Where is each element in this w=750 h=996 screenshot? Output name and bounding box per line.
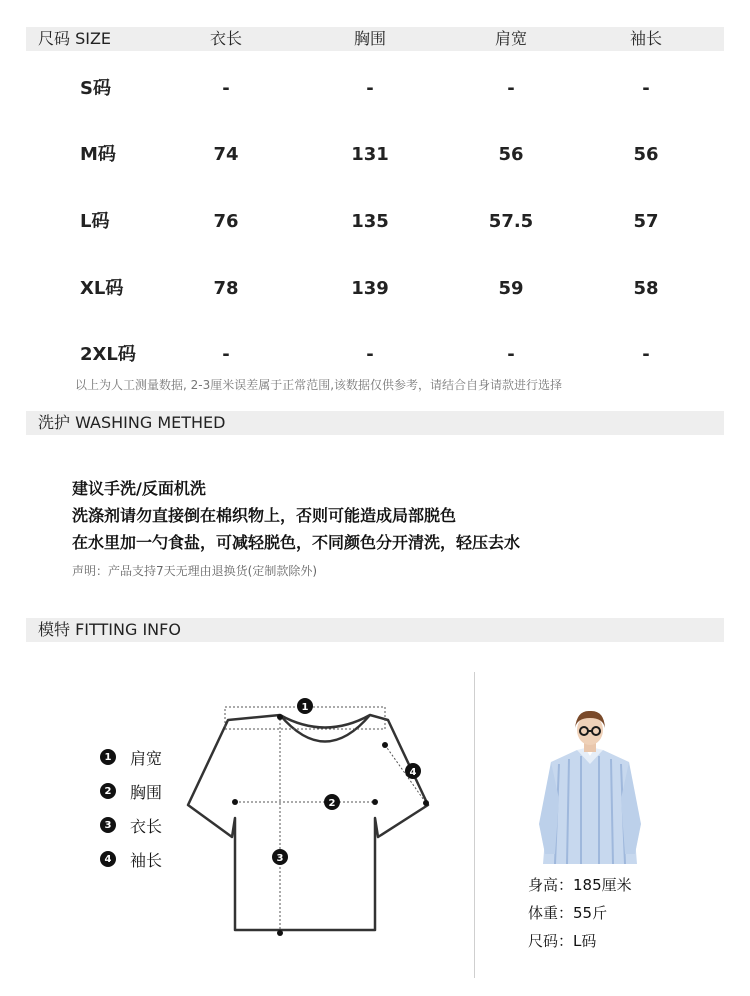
- length-value: 78: [213, 278, 239, 299]
- model-info: [528, 874, 632, 958]
- size-label: M码: [80, 144, 116, 165]
- badge-1: [297, 698, 313, 714]
- shoulder-value: 59: [498, 278, 524, 299]
- legend-item-length: [100, 808, 162, 842]
- sleeve-value: -: [642, 344, 650, 365]
- sleeve-value: 57: [633, 211, 659, 232]
- shoulder-value: -: [507, 78, 515, 99]
- chest-value: -: [366, 78, 374, 99]
- legend-label: 肩宽: [130, 748, 163, 768]
- vertical-divider: [474, 672, 475, 978]
- length-value: -: [222, 78, 230, 99]
- washing-header: 洗护 WASHING METHED: [26, 411, 724, 435]
- size-label: XL码: [80, 278, 124, 299]
- model-weight: 体重：55斤: [528, 904, 608, 922]
- measurement-note: 以上为人工测量数据, 2-3厘米误差属于正常范围,该数据仅供参考，请结合自身请款进行选择: [75, 378, 563, 392]
- number-badge: 1: [100, 749, 116, 765]
- svg-text:4: 4: [409, 767, 417, 778]
- badge-3: [272, 849, 288, 865]
- tshirt-measure-diagram: [180, 690, 450, 940]
- size-label: L码: [80, 211, 110, 232]
- legend-label: 胸围: [130, 782, 163, 802]
- badge-2: [324, 794, 340, 810]
- chest-value: 135: [351, 211, 389, 232]
- length-value: 76: [213, 211, 239, 232]
- header-chest: 胸围: [353, 29, 387, 48]
- legend-label: 袖长: [130, 850, 163, 870]
- legend-label: 衣长: [130, 816, 163, 836]
- shoulder-value: 56: [498, 144, 524, 165]
- size-label: 2XL码: [80, 344, 136, 365]
- tshirt-outline: [188, 715, 428, 930]
- svg-text:2: 2: [328, 798, 336, 809]
- size-row-s: [0, 74, 750, 104]
- svg-text:1: 1: [301, 702, 309, 713]
- legend-item-sleeve: [100, 842, 162, 876]
- legend-item-shoulder: [100, 740, 162, 774]
- sleeve-value: 58: [633, 278, 659, 299]
- sleeve-value: 56: [633, 144, 659, 165]
- header-size: 尺码 SIZE: [38, 29, 112, 48]
- header-shoulder: 肩宽: [494, 29, 528, 48]
- size-row-l: [0, 207, 750, 237]
- svg-text:3: 3: [276, 853, 284, 864]
- chest-value: 131: [351, 144, 389, 165]
- size-table-header: [26, 27, 724, 51]
- number-badge: 2: [100, 783, 116, 799]
- model-height: 身高：185厘米: [528, 876, 632, 894]
- model-size: 尺码：L码: [528, 932, 597, 950]
- chest-value: 139: [351, 278, 389, 299]
- number-badge: 4: [100, 851, 116, 867]
- sleeve-value: -: [642, 78, 650, 99]
- length-value: 74: [213, 144, 239, 165]
- length-value: -: [222, 344, 230, 365]
- legend-item-chest: [100, 774, 162, 808]
- size-row-xl: [0, 274, 750, 304]
- wash-line-1: 建议手洗/反面机洗: [72, 479, 206, 498]
- header-sleeve: 袖长: [629, 29, 663, 48]
- measure-legend: [100, 740, 162, 876]
- return-statement: 声明：产品支持7天无理由退换货(定制款除外): [72, 564, 317, 578]
- wash-line-3: 在水里加一勺食盐，可减轻脱色，不同颜色分开清洗，轻压去水: [72, 533, 521, 552]
- size-row-2xl: [0, 340, 750, 370]
- badge-4: [405, 763, 421, 779]
- number-badge: 3: [100, 817, 116, 833]
- fitting-header: 模特 FITTING INFO: [26, 618, 724, 642]
- chest-value: -: [366, 344, 374, 365]
- wash-line-2: 洗涤剂请勿直接倒在棉织物上，否则可能造成局部脱色: [72, 506, 457, 525]
- model-photo: [529, 704, 651, 864]
- shoulder-value: 57.5: [488, 211, 534, 232]
- shoulder-value: -: [507, 344, 515, 365]
- header-length: 衣长: [209, 29, 243, 48]
- size-row-m: [0, 140, 750, 170]
- size-label: S码: [80, 78, 111, 99]
